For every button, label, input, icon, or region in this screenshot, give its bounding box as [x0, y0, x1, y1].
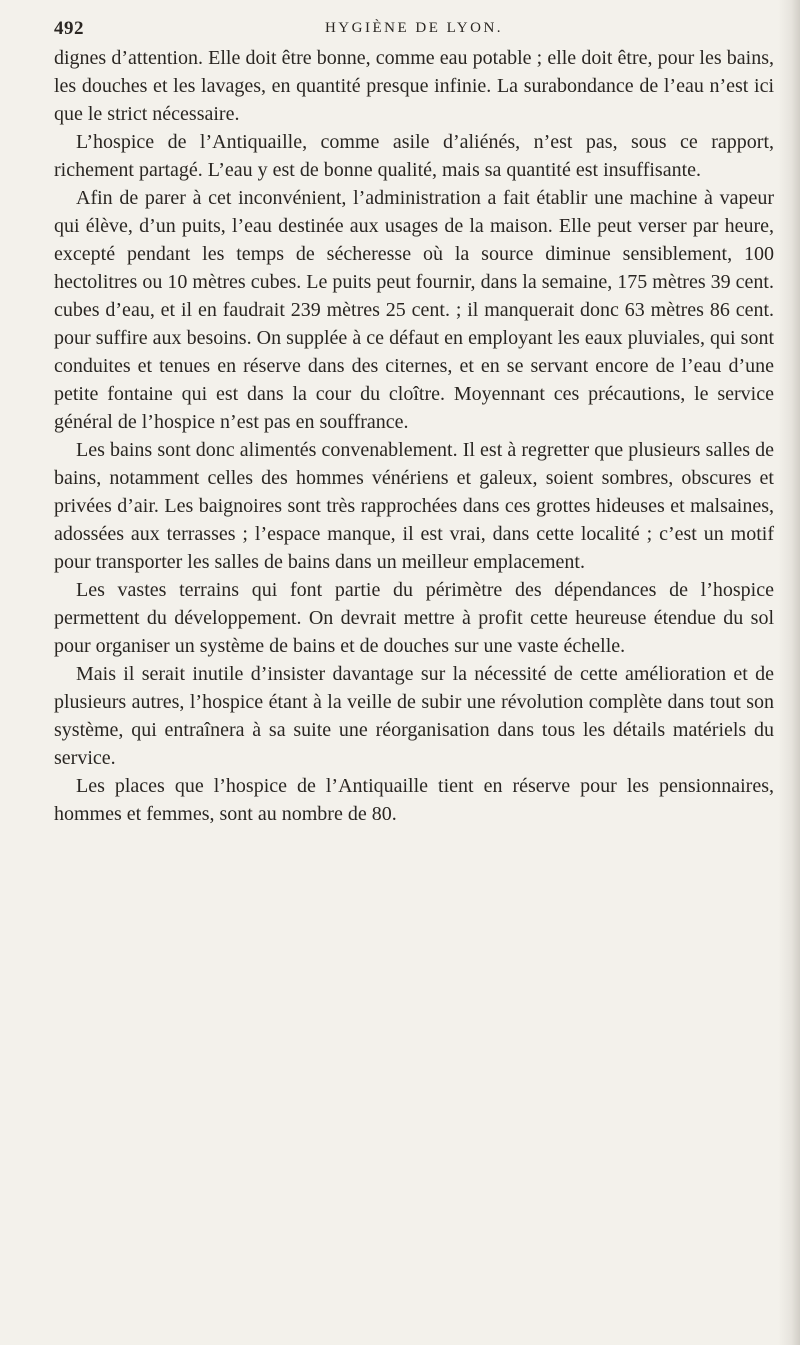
paragraph: Les bains sont donc alimentés convenablement. Il est à regretter que plusieurs salles de bains, notamment celles des hommes vénériens et galeux, soient sombres, obscures et privées d’air. Les baignoires sont très rapprochées dans ces grottes hideuses et malsaines, adossées aux terrasses ; l’espace manque, il est vrai, dans cette localité ; c’est un motif pour transporter les salles de bains dans un meilleur emplacement.	[54, 439, 774, 573]
paragraph: L’hospice de l’Antiquaille, comme asile d’aliénés, n’est pas, sous ce rapport, richement partagé. L’eau y est de bonne qualité, mais sa quantité est insuffisante.	[54, 131, 774, 181]
paragraph-continuation: dignes d’attention. Elle doit être bonne, comme eau potable ; elle doit être, pour les bains, les douches et les lavages, en quantité presque infinie. La surabondance de l’eau n’est ici que le strict nécessaire.	[54, 47, 774, 125]
page-number: 492	[54, 18, 84, 39]
page-edge-shadow	[778, 0, 800, 1345]
paragraph: Les places que l’hospice de l’Antiquaille tient en réserve pour les pensionnaires, hommes et femmes, sont au nombre de 80.	[54, 775, 774, 825]
paragraph: Afin de parer à cet inconvénient, l’administration a fait établir une machine à vapeur qui élève, d’un puits, l’eau destinée aux usages de la maison. Elle peut verser par heure, excepté pendant les temps de sécheresse où la source diminue sensiblement, 100 hectolitres ou 10 mètres cubes. Le puits peut fournir, dans la semaine, 175 mètres 39 cent. cubes d’eau, et il en faudrait 239 mètres 25 cent. ; il manquerait donc 63 mètres 86 cent. pour suffire aux besoins. On supplée à ce défaut en employant les eaux pluviales, qui sont conduites et tenues en réserve dans des citernes, et en se servant encore de l’eau d’une petite fontaine qui est dans la cour du cloître. Moyennant ces précautions, le service général de l’hospice n’est pas en souffrance.	[54, 187, 774, 433]
running-title: HYGIÈNE DE LYON.	[324, 20, 504, 36]
paragraph: Mais il serait inutile d’insister davantage sur la nécessité de cette amélioration et de plusieurs autres, l’hospice étant à la veille de subir une révolution complète dans tout son système, qui entraînera à sa suite une réorganisation dans tous les détails matériels du service.	[54, 663, 774, 769]
body-text	[54, 44, 774, 828]
paragraph: Les vastes terrains qui font partie du périmètre des dépendances de l’hospice permettent du développement. On devrait mettre à profit cette heureuse étendue du sol pour organiser un système de bains et de douches sur une vaste échelle.	[54, 579, 774, 657]
